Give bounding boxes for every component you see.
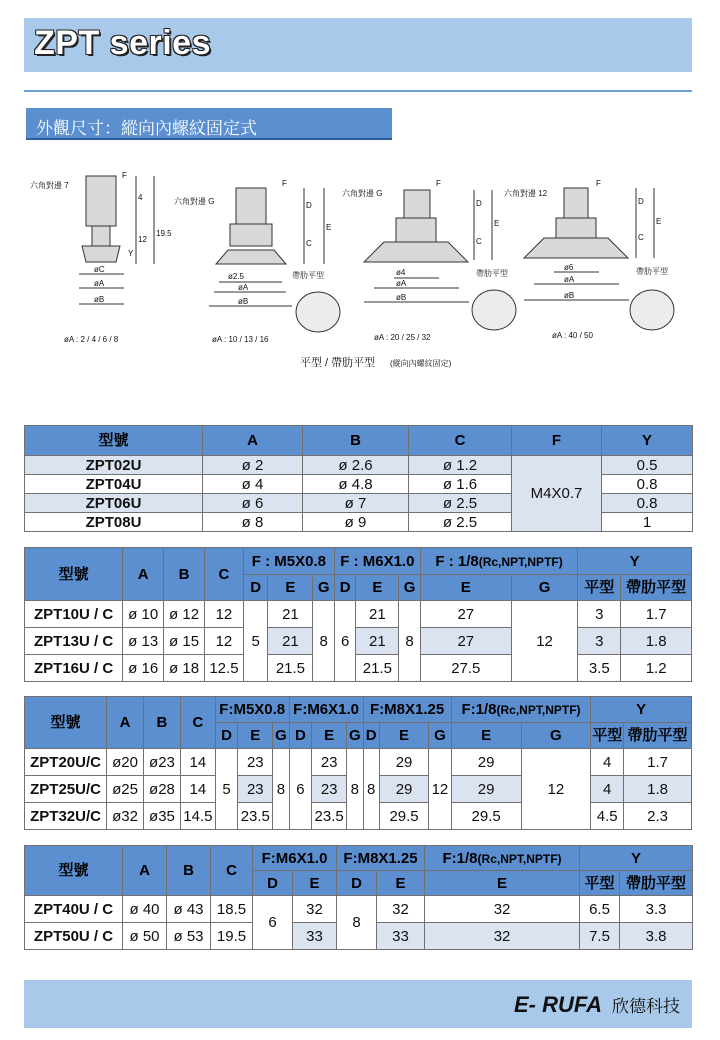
table-cell: E xyxy=(451,723,521,749)
table-cell: 29 xyxy=(451,776,521,803)
rib-label-2: 帶肋平型 xyxy=(292,271,324,280)
table-cell: 0.5 xyxy=(602,456,693,475)
table-cell: ZPT32U/C xyxy=(25,803,107,830)
table-cell: F:M6X1.0 xyxy=(253,846,337,871)
table-cell: ø28 xyxy=(144,776,181,803)
table-cell: ø32 xyxy=(107,803,144,830)
table-cell: B xyxy=(144,697,181,749)
hex-label-2: 六角對邊 G xyxy=(174,197,215,206)
table-cell: 27 xyxy=(420,628,511,655)
table-cell: ø 43 xyxy=(167,896,211,923)
table-cell: 1.8 xyxy=(621,628,692,655)
table-cell: 21 xyxy=(268,601,313,628)
f-value-cell: M4X0.7 xyxy=(512,456,602,532)
dim-oa-2: øA xyxy=(238,283,249,292)
table-cell: 7.5 xyxy=(580,923,620,950)
table-cell: F:1/8(Rc,NPT,NPTF) xyxy=(451,697,591,723)
table-cell: ø 2.6 xyxy=(303,456,409,475)
dim-12: 12 xyxy=(138,235,147,244)
drawing-40-50-cup xyxy=(524,188,674,330)
section-title-bar xyxy=(26,108,392,140)
table-cell: 1.7 xyxy=(624,749,692,776)
table-cell: F:1/8(Rc,NPT,NPTF) xyxy=(425,846,580,871)
table-cell: ø23 xyxy=(144,749,181,776)
table-cell: 0.8 xyxy=(602,475,693,494)
table-cell: G xyxy=(399,575,420,601)
table-cell: D xyxy=(334,575,355,601)
table-cell: E xyxy=(420,575,511,601)
table-cell: F:M5X0.8 xyxy=(215,697,289,723)
table-cell: ø 2.5 xyxy=(409,494,512,513)
table-cell: 32 xyxy=(293,896,337,923)
dim-oa-1: øA xyxy=(94,279,105,288)
table-cell: 1.7 xyxy=(621,601,692,628)
brand-logo xyxy=(514,992,680,1018)
dim-o6: ø6 xyxy=(564,263,574,272)
dim-e-4: E xyxy=(656,217,662,226)
table-cell: ZPT16U / C xyxy=(25,655,123,682)
table-cell: C xyxy=(180,697,215,749)
table-cell: 23 xyxy=(312,749,347,776)
table-cell: 3.5 xyxy=(578,655,621,682)
table-cell: 4.5 xyxy=(591,803,624,830)
table-cell: 帶肋平型 xyxy=(624,723,692,749)
hex-label-3: 六角對邊 G xyxy=(342,189,383,198)
table-cell: A xyxy=(123,548,164,601)
table-cell: ZPT50U / C xyxy=(25,923,123,950)
th-model: 型號 xyxy=(25,548,123,601)
table-cell: E xyxy=(425,871,580,896)
table-cell: ø 40 xyxy=(123,896,167,923)
dim-oa-4: øA xyxy=(564,275,575,284)
th-a: A xyxy=(203,426,303,456)
dim-f-2: F xyxy=(282,179,287,188)
company-name: 欣德科技 xyxy=(612,997,680,1017)
table-cell: F:M8X1.25 xyxy=(363,697,451,723)
dim-ob-2: øB xyxy=(238,297,249,306)
drawing-20-32-cup xyxy=(364,190,516,330)
table-cell: 23.5 xyxy=(238,803,273,830)
caption-1: øA : 2 / 4 / 6 / 8 xyxy=(64,335,119,344)
dim-oc-1: øC xyxy=(94,265,105,274)
table-cell: E xyxy=(238,723,273,749)
table-cell: A xyxy=(107,697,144,749)
table-cell: 12 xyxy=(511,601,578,682)
table-cell: 6 xyxy=(289,749,312,830)
table-cell: 6 xyxy=(253,896,293,950)
table-cell: 21 xyxy=(356,628,399,655)
table-cell: 32 xyxy=(425,896,580,923)
table-cell: Y xyxy=(580,846,693,871)
dim-ob-3: øB xyxy=(396,293,407,302)
page-title: ZPT series xyxy=(34,24,211,62)
spec-table-1 xyxy=(24,425,693,532)
table-cell: 12 xyxy=(205,628,244,655)
table-cell: ø20 xyxy=(107,749,144,776)
dim-oa-3: øA xyxy=(396,279,407,288)
table-cell: 12 xyxy=(205,601,244,628)
table-cell: 8 xyxy=(273,749,289,830)
table-cell: 12 xyxy=(429,749,452,830)
table-cell: ø 2 xyxy=(203,456,303,475)
table-cell: ø 7 xyxy=(303,494,409,513)
table-cell: 23 xyxy=(238,776,273,803)
rib-label-4: 帶肋平型 xyxy=(636,267,668,276)
table-cell: 3.8 xyxy=(620,923,693,950)
table-cell: 4 xyxy=(591,776,624,803)
table-cell: 29 xyxy=(379,749,428,776)
table-cell: F : M5X0.8 xyxy=(243,548,334,575)
table-cell: G xyxy=(347,723,363,749)
table-cell: 8 xyxy=(363,749,379,830)
table-cell: G xyxy=(429,723,452,749)
table-cell: 21.5 xyxy=(356,655,399,682)
table-cell: 33 xyxy=(293,923,337,950)
dim-ob-4: øB xyxy=(564,291,575,300)
main-caption: 平型 / 帶肋平型 xyxy=(300,357,376,369)
table-cell: G xyxy=(511,575,578,601)
table-cell: 0.8 xyxy=(602,494,693,513)
table-cell: 14 xyxy=(180,749,215,776)
table-cell: E xyxy=(379,723,428,749)
table-cell: ø 9 xyxy=(303,513,409,532)
spec-table-2 xyxy=(24,547,692,682)
table-cell: 1 xyxy=(602,513,693,532)
table-cell: E xyxy=(293,871,337,896)
dim-f-4: F xyxy=(596,179,601,188)
table-cell: E xyxy=(356,575,399,601)
caption-4: øA : 40 / 50 xyxy=(552,331,593,340)
table-cell: 6 xyxy=(334,601,355,682)
table-cell: ø35 xyxy=(144,803,181,830)
table-cell: C xyxy=(205,548,244,601)
table-cell: 21 xyxy=(268,628,313,655)
table-cell: D xyxy=(337,871,377,896)
table-cell: D xyxy=(243,575,268,601)
table-cell: 3 xyxy=(578,628,621,655)
table-cell: ø 1.2 xyxy=(409,456,512,475)
table-cell: 12 xyxy=(521,749,591,830)
table-cell: 19.5 xyxy=(211,923,253,950)
table-cell: G xyxy=(313,575,334,601)
table-cell: 29.5 xyxy=(451,803,521,830)
page-footer-bar xyxy=(24,980,692,1028)
dim-ob-1: øB xyxy=(94,295,105,304)
table-cell: 4 xyxy=(591,749,624,776)
table-cell: 8 xyxy=(399,601,420,682)
dim-f-1: F xyxy=(122,171,127,180)
table-row-model: ZPT20U/C xyxy=(25,749,107,776)
table-row-model: ZPT40U / C xyxy=(25,896,123,923)
table-cell: 21.5 xyxy=(268,655,313,682)
table-cell: F:M6X1.0 xyxy=(289,697,363,723)
table-cell: B xyxy=(164,548,205,601)
sub-caption: (縱向內螺紋固定) xyxy=(390,359,452,368)
table-cell: 3.3 xyxy=(620,896,693,923)
table-cell: 平型 xyxy=(578,575,621,601)
table-cell: ø 12 xyxy=(164,601,205,628)
table-cell: 33 xyxy=(377,923,425,950)
table-cell: ø 4 xyxy=(203,475,303,494)
rib-label-3: 帶肋平型 xyxy=(476,269,508,278)
table-cell: G xyxy=(521,723,591,749)
th-f: F xyxy=(512,426,602,456)
caption-3: øA : 20 / 25 / 32 xyxy=(374,333,431,342)
table-cell: 2.3 xyxy=(624,803,692,830)
table-cell: ø 1.6 xyxy=(409,475,512,494)
dim-y-1: Y xyxy=(128,249,134,258)
dim-e-2: E xyxy=(326,223,332,232)
table-cell: 平型 xyxy=(580,871,620,896)
table-cell: Y xyxy=(578,548,692,575)
hex-label-4: 六角對邊 12 xyxy=(504,189,548,198)
table-cell: ø 16 xyxy=(123,655,164,682)
dim-d-2: D xyxy=(306,201,312,210)
table-cell: 18.5 xyxy=(211,896,253,923)
table-row-model: ZPT10U / C xyxy=(25,601,123,628)
table-cell: 29 xyxy=(379,776,428,803)
dim-c-3: C xyxy=(476,237,482,246)
dim-d-4: D xyxy=(638,197,644,206)
table-cell: ZPT25U/C xyxy=(25,776,107,803)
table-cell: 12.5 xyxy=(205,655,244,682)
section-title: 外觀尺寸：縱向內螺紋固定式 xyxy=(36,119,257,139)
table-cell: 5 xyxy=(243,601,268,682)
table-cell: 8 xyxy=(347,749,363,830)
th-model: 型號 xyxy=(25,846,123,896)
table-cell: ZPT13U / C xyxy=(25,628,123,655)
table-cell: ZPT06U xyxy=(25,494,203,513)
table-cell: 23 xyxy=(238,749,273,776)
table-cell: ø 2.5 xyxy=(409,513,512,532)
table-cell: ø 4.8 xyxy=(303,475,409,494)
table-cell: ø 6 xyxy=(203,494,303,513)
table-cell: 3 xyxy=(578,601,621,628)
table-cell: 14 xyxy=(180,776,215,803)
table-cell: 23.5 xyxy=(312,803,347,830)
drawing-10-16-cup xyxy=(209,188,340,332)
table-cell: G xyxy=(273,723,289,749)
table-cell: ø 8 xyxy=(203,513,303,532)
header-divider xyxy=(24,90,692,92)
table-cell: 帶肋平型 xyxy=(621,575,692,601)
th-b: B xyxy=(303,426,409,456)
dim-o4: ø4 xyxy=(396,268,406,277)
table-cell: 21 xyxy=(356,601,399,628)
table-cell: E xyxy=(312,723,347,749)
table-cell: B xyxy=(167,846,211,896)
table-cell: ø 50 xyxy=(123,923,167,950)
table-cell: 32 xyxy=(425,923,580,950)
table-cell: ø 13 xyxy=(123,628,164,655)
th-model: 型號 xyxy=(25,697,107,749)
dim-c-4: C xyxy=(638,233,644,242)
table-cell: 平型 xyxy=(591,723,624,749)
dim-19-5: 19.5 xyxy=(156,229,172,238)
table-cell: D xyxy=(215,723,238,749)
dim-4: 4 xyxy=(138,193,143,202)
table-cell: F : M6X1.0 xyxy=(334,548,420,575)
table-cell: 27 xyxy=(420,601,511,628)
table-cell: ZPT08U xyxy=(25,513,203,532)
spec-table-3 xyxy=(24,696,692,830)
table-cell: 32 xyxy=(377,896,425,923)
table-cell: 29.5 xyxy=(379,803,428,830)
table-cell: ø25 xyxy=(107,776,144,803)
table-cell: D xyxy=(253,871,293,896)
table-cell: 帶肋平型 xyxy=(620,871,693,896)
table-cell: F : 1/8(Rc,NPT,NPTF) xyxy=(420,548,578,575)
table-cell: 1.2 xyxy=(621,655,692,682)
dim-o25: ø2.5 xyxy=(228,272,245,281)
table-cell: ZPT04U xyxy=(25,475,203,494)
table-cell: 14.5 xyxy=(180,803,215,830)
table-cell: 5 xyxy=(215,749,238,830)
table-cell: ø 53 xyxy=(167,923,211,950)
table-cell: 6.5 xyxy=(580,896,620,923)
dim-d-3: D xyxy=(476,199,482,208)
dimension-drawings xyxy=(24,160,692,390)
table-row-model: ZPT02U xyxy=(25,456,203,475)
hex-label-1: 六角對邊 7 xyxy=(30,181,69,190)
table-cell: D xyxy=(363,723,379,749)
table-cell: 23 xyxy=(312,776,347,803)
table-cell: D xyxy=(289,723,312,749)
table-cell: Y xyxy=(591,697,692,723)
page-header-bar xyxy=(24,18,692,72)
table-cell: 27.5 xyxy=(420,655,511,682)
table-cell: 8 xyxy=(313,601,334,682)
table-cell: 1.8 xyxy=(624,776,692,803)
table-cell: ø 10 xyxy=(123,601,164,628)
table-cell: 29 xyxy=(451,749,521,776)
th-c: C xyxy=(409,426,512,456)
table-cell: 8 xyxy=(337,896,377,950)
table-cell: E xyxy=(377,871,425,896)
table-cell: C xyxy=(211,846,253,896)
dim-c-2: C xyxy=(306,239,312,248)
table-cell: A xyxy=(123,846,167,896)
table-cell: ø 15 xyxy=(164,628,205,655)
th-y: Y xyxy=(602,426,693,456)
table-cell: E xyxy=(268,575,313,601)
th-model: 型號 xyxy=(25,426,203,456)
dim-f-3: F xyxy=(436,179,441,188)
dim-e-3: E xyxy=(494,219,500,228)
table-cell: ø 18 xyxy=(164,655,205,682)
caption-2: øA : 10 / 13 / 16 xyxy=(212,335,269,344)
spec-table-4 xyxy=(24,845,693,950)
brand-name: E- RUFA xyxy=(514,992,602,1017)
table-cell: F:M8X1.25 xyxy=(337,846,425,871)
